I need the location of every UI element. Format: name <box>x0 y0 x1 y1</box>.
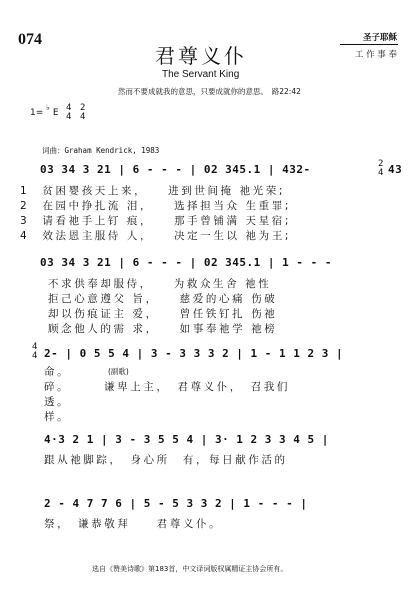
key-prefix: 1= <box>30 108 44 118</box>
system3-meter: 4 4 <box>32 342 38 361</box>
verse-4: 4 效法恩主服侍 人， 决定一生以 祂为王; <box>20 230 291 242</box>
english-subtitle: The Servant King <box>162 69 240 80</box>
ending-1: 命。 <box>44 366 71 378</box>
time-signature-alt: 2 4 <box>80 103 86 122</box>
verse-1: 1 贫困婴孩天上来， 进到世间掩 祂光荣; <box>20 185 286 197</box>
page-title: 君尊义仆 <box>155 44 247 68</box>
ending-4: 样。 <box>44 411 71 423</box>
refrain-label: (副歌) <box>108 367 129 376</box>
system2-line-1: 不求供奉却服侍， 为救众生舍 祂性 <box>48 278 272 290</box>
system4-lyrics: 跟从祂脚踪， 身心所 有，每日献作活的 <box>44 454 288 466</box>
epigraph: 然而不要成就我的意思，只要成就你的意思。 路22:42 <box>118 87 301 96</box>
system4-notation: 4·3 2 1 | 3 - 3 5 5 4 | 3· 1 2 3 3 4 5 | <box>44 433 329 446</box>
refrain-lyrics: 谦卑上主， 君尊义仆， 召我们 <box>104 381 290 393</box>
hymn-number: 074 <box>18 31 42 48</box>
ending-3: 透。 <box>44 396 71 408</box>
key-signature <box>30 103 59 118</box>
system2-notation: 03 34 3 21 | 6 - - - | 02 345.1 | 1 - - - <box>40 256 333 269</box>
system3-notation: 2- | 0 5 5 4 | 3 - 3 3 3 2 | 1 - 1 1 2 3 | <box>44 347 344 360</box>
flat-icon: ♭ <box>46 103 50 112</box>
ending-2: 碎。 <box>44 381 71 393</box>
subcategory-label: 工 作 事 奉 <box>354 50 397 60</box>
system1-meter: 2 4 <box>378 159 384 178</box>
system5-notation: 2 - 4 7 7 6 | 5 - 5 3 3 2 | 1 - - - | <box>44 497 308 510</box>
system5-lyrics: 祭， 谦恭敬拜 君尊义仆。 <box>44 518 223 530</box>
key-letter: E <box>52 108 59 118</box>
time-signature-main: 4 4 <box>66 103 72 122</box>
verse-2: 2 在园中挣扎流 泪， 选择担当众 生重罪; <box>20 200 291 212</box>
system2-line-2: 拒己心意遵父 旨， 慈爱的心痛 伤破 <box>48 293 278 305</box>
system2-line-4: 顾念他人的需 求， 如事奉祂学 祂榜 <box>48 323 278 335</box>
system1-notation: 03 34 3 21 | 6 - - - | 02 345.1 | 432- <box>40 163 311 176</box>
category-label: 圣子耶稣 <box>362 33 397 43</box>
system2-line-3: 却以伤痕证主 爱， 曾任铁钉扎 伤祂 <box>48 308 278 320</box>
category-divider <box>340 44 398 45</box>
credit-line: 词曲：Graham Kendrick, 1983 <box>42 146 160 155</box>
verse-3: 3 请看祂手上钉 痕， 那手曾铺满 天星宿; <box>20 215 291 227</box>
system1-tail: 43 <box>388 163 403 176</box>
footer-note: 选自《赞美诗歌》第183首，中文译词版权属精证主协会所有。 <box>92 565 288 573</box>
